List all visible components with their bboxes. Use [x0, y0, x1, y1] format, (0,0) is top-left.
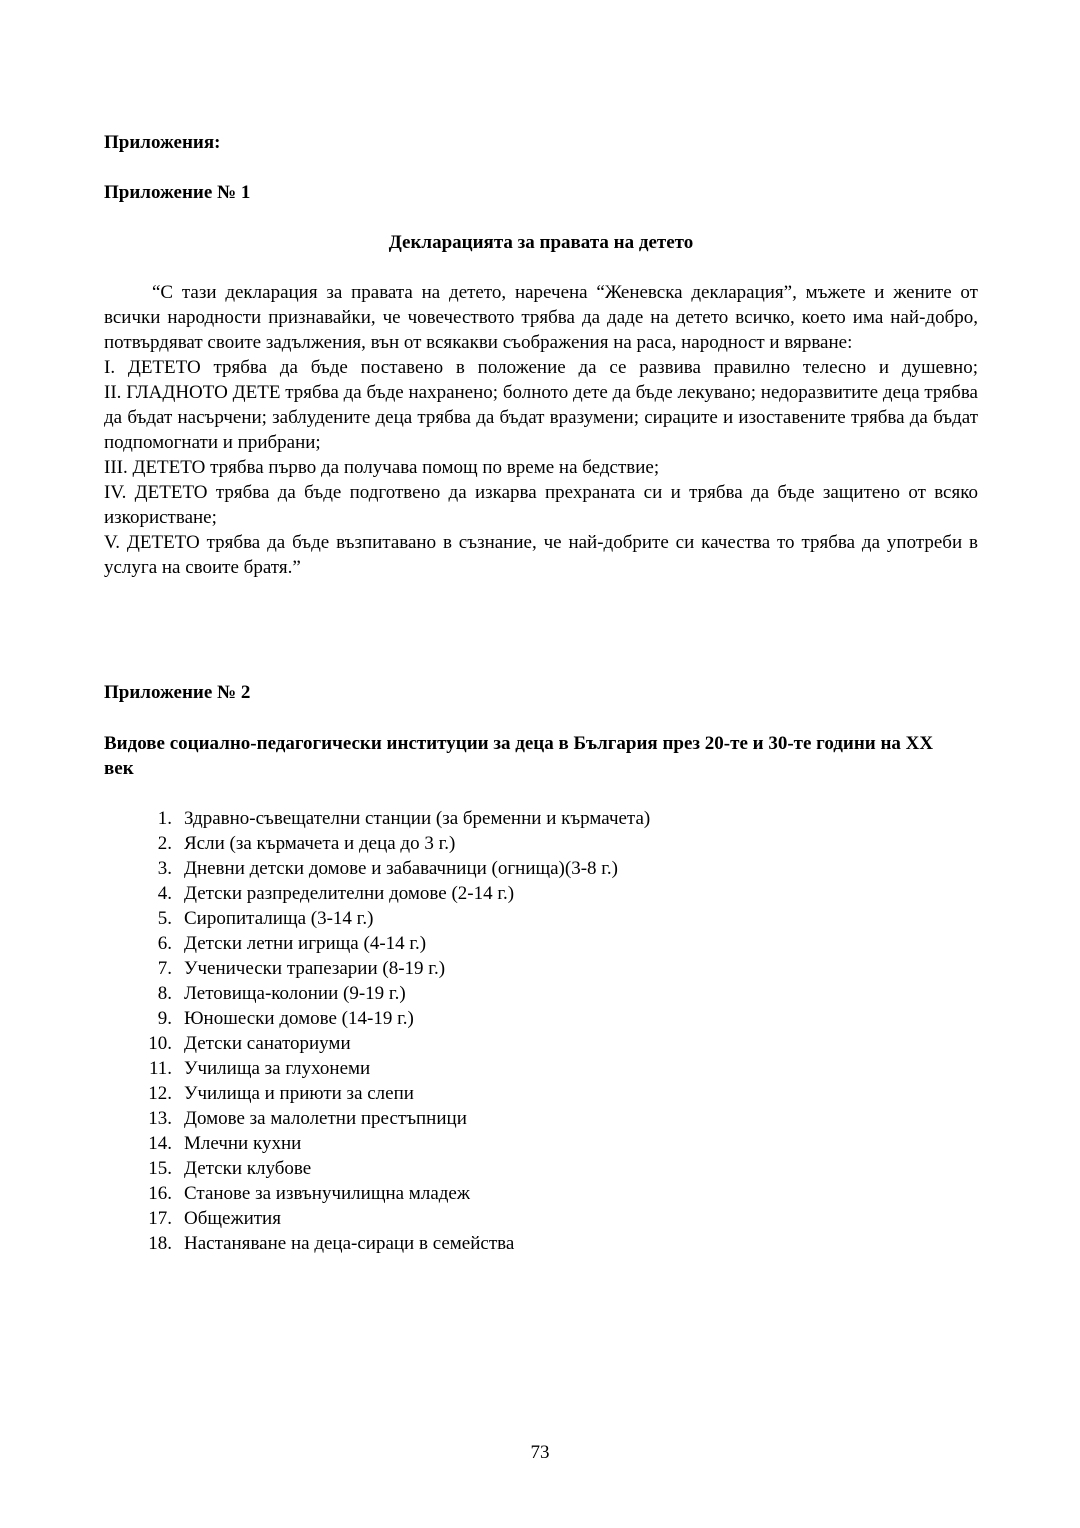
appendix-1-heading: Приложение № 1: [104, 182, 251, 203]
declaration-point: II. ГЛАДНОТО ДЕТЕ трябва да бъде нахранено; болното дете да бъде лекувано; недоразвитите деца трябва да бъдат насърчени; заблудените деца трябва да бъдат вразумени; сираците и изоставените трябва да бъдат подпомогнати и прибрани;: [104, 382, 978, 453]
list-item-text: Настаняване на деца-сираци в семейства: [184, 1233, 515, 1254]
list-item-number: 4.: [157, 883, 172, 904]
declaration-point: III. ДЕТЕТО трябва първо да получава помощ по време на бедствие;: [104, 457, 660, 478]
list-item-text: Детски санаториуми: [184, 1033, 351, 1054]
list-item-text: Училища и приюти за слепи: [184, 1083, 414, 1104]
list-item-number: 15.: [148, 1158, 172, 1179]
list-item-number: 13.: [148, 1108, 172, 1129]
list-item-text: Здравно-съвещателни станции (за бременни и кърмачета): [184, 808, 651, 829]
list-item: [140, 931, 940, 956]
list-item-text: Детски летни игрища (4-14 г.): [184, 933, 427, 954]
list-item: [140, 806, 940, 831]
list-item: [140, 1056, 940, 1081]
list-item-number: 10.: [148, 1033, 172, 1054]
declaration-intro: “С тази декларация за правата на детето, наречена “Женевска декларация”, мъжете и жените от всички народности признавайки, че човечеството трябва да даде на детето всичко, което има най-добро, потвърдяват своите задължения, вън от всякакви съображения на раса, народност и вярване:: [104, 282, 978, 353]
declaration-point: I. ДЕТЕТО трябва да бъде поставено в положение да се развива правилно телесно и душевно;: [104, 357, 978, 378]
appendix-1-title: Декларацията за правата на детето: [388, 232, 694, 253]
list-item-number: 9.: [157, 1008, 172, 1029]
list-item-number: 3.: [157, 858, 172, 879]
declaration-point: V. ДЕТЕТО трябва да бъде възпитавано в съзнание, че най-добрите си качества то трябва да употреби в услуга на своите братя.”: [104, 532, 978, 578]
list-item-text: Сиропиталища (3-14 г.): [184, 908, 374, 929]
list-item: [140, 1156, 940, 1181]
list-item-number: 18.: [148, 1233, 172, 1254]
list-item: [140, 906, 940, 931]
list-item-text: Юношески домове (14-19 г.): [184, 1008, 414, 1029]
list-item-number: 14.: [148, 1133, 172, 1154]
list-item-number: 11.: [148, 1058, 172, 1079]
list-item: [140, 981, 940, 1006]
list-item-text: Ученически трапезарии (8-19 г.): [184, 958, 446, 979]
list-item-text: Детски разпределителни домове (2-14 г.): [184, 883, 515, 904]
list-item-text: Станове за извънучилищна младеж: [184, 1183, 470, 1204]
list-item-number: 5.: [157, 908, 172, 929]
institutions-list: [140, 806, 940, 1256]
list-item-number: 6.: [157, 933, 172, 954]
list-item-number: 16.: [148, 1183, 172, 1204]
list-item: [140, 831, 940, 856]
list-item-number: 7.: [157, 958, 172, 979]
list-item-text: Ясли (за кърмачета и деца до 3 г.): [184, 833, 456, 854]
list-item: [140, 1231, 940, 1256]
list-item-text: Летовища-колонии (9-19 г.): [184, 983, 406, 1004]
declaration-text: [104, 280, 978, 580]
list-item-number: 12.: [148, 1083, 172, 1104]
list-item-number: 2.: [157, 833, 172, 854]
list-item-text: Училища за глухонеми: [184, 1058, 371, 1079]
list-item: [140, 856, 940, 881]
page-number: 73: [530, 1442, 550, 1463]
list-item-number: 1.: [157, 808, 172, 829]
list-item: [140, 881, 940, 906]
list-item: [140, 1081, 940, 1106]
appendix-2-heading: Приложение № 2: [104, 682, 251, 703]
list-item: [140, 1206, 940, 1231]
list-item-text: Млечни кухни: [184, 1133, 302, 1154]
list-item-text: Детски клубове: [184, 1158, 312, 1179]
list-item: [140, 1131, 940, 1156]
list-item-number: 8.: [157, 983, 172, 1004]
list-item: [140, 1106, 940, 1131]
list-item: [140, 1031, 940, 1056]
list-item-text: Общежития: [184, 1208, 281, 1229]
appendix-2-title: Видове социално-педагогически институции за деца в България през 20-те и 30-те години на XX век: [104, 733, 934, 779]
list-item: [140, 1181, 940, 1206]
list-item-text: Дневни детски домове и забавачници (огнища)(3-8 г.): [184, 858, 619, 879]
list-item-number: 17.: [148, 1208, 172, 1229]
list-item: [140, 956, 940, 981]
list-item-text: Домове за малолетни престъпници: [184, 1108, 467, 1129]
declaration-point: IV. ДЕТЕТО трябва да бъде подготвено да изкарва прехраната си и трябва да бъде защитено от всяко изкористване;: [104, 482, 978, 528]
list-item: [140, 1006, 940, 1031]
appendices-heading: Приложения:: [104, 132, 221, 153]
